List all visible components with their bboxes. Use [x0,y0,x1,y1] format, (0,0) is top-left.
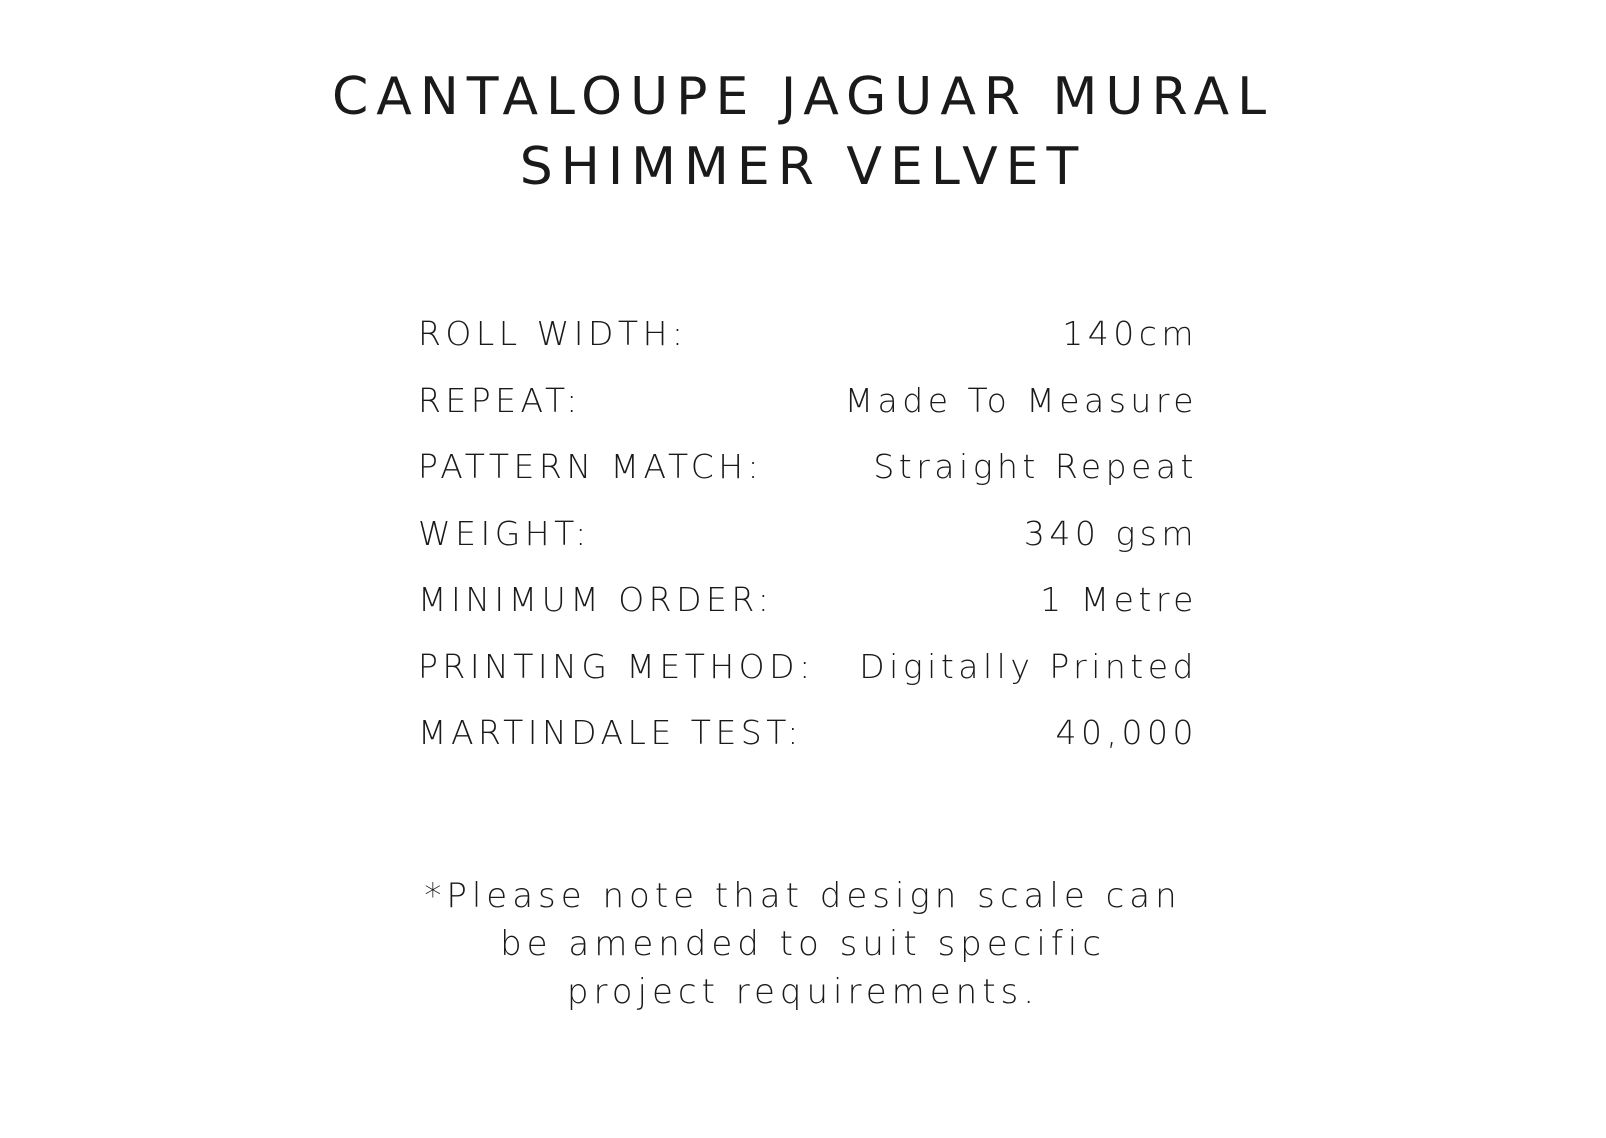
spec-value: Digitally Printed [859,646,1198,686]
spec-label: MINIMUM ORDER: [418,580,774,619]
spec-value: 340 gsm [1023,513,1198,553]
note-line-1: *Please note that design scale can [424,876,1182,916]
spec-value: 140cm [1062,314,1198,353]
product-title-line-1: CANTALOUPE JAGUAR MURAL [331,67,1275,127]
spec-value: 1 Metre [1040,580,1198,619]
spec-label: ROLL WIDTH: [418,314,688,353]
spec-label: MARTINDALE TEST: [418,713,803,752]
spec-row-minimum-order [418,580,1198,647]
product-title [0,62,1606,202]
specification-list [418,314,1198,780]
spec-label: WEIGHT: [418,513,591,553]
spec-value: 40,000 [1055,713,1198,752]
spec-row-pattern-match [418,447,1198,514]
spec-label: PRINTING METHOD: [418,646,815,686]
spec-row-repeat [418,381,1198,448]
spec-row-weight [418,514,1198,581]
spec-row-roll-width [418,314,1198,381]
product-title-line-2: SHIMMER VELVET [519,137,1087,197]
note-line-2: be amended to suit specific [500,924,1106,964]
spec-label: REPEAT: [418,380,582,420]
spec-label: PATTERN MATCH: [418,447,764,486]
spec-row-printing-method [418,647,1198,714]
spec-row-martindale-test [418,713,1198,780]
note-line-3: project requirements. [566,972,1040,1012]
design-scale-note [0,872,1606,1016]
spec-value: Straight Repeat [873,447,1198,486]
spec-value: Made To Measure [844,380,1198,420]
